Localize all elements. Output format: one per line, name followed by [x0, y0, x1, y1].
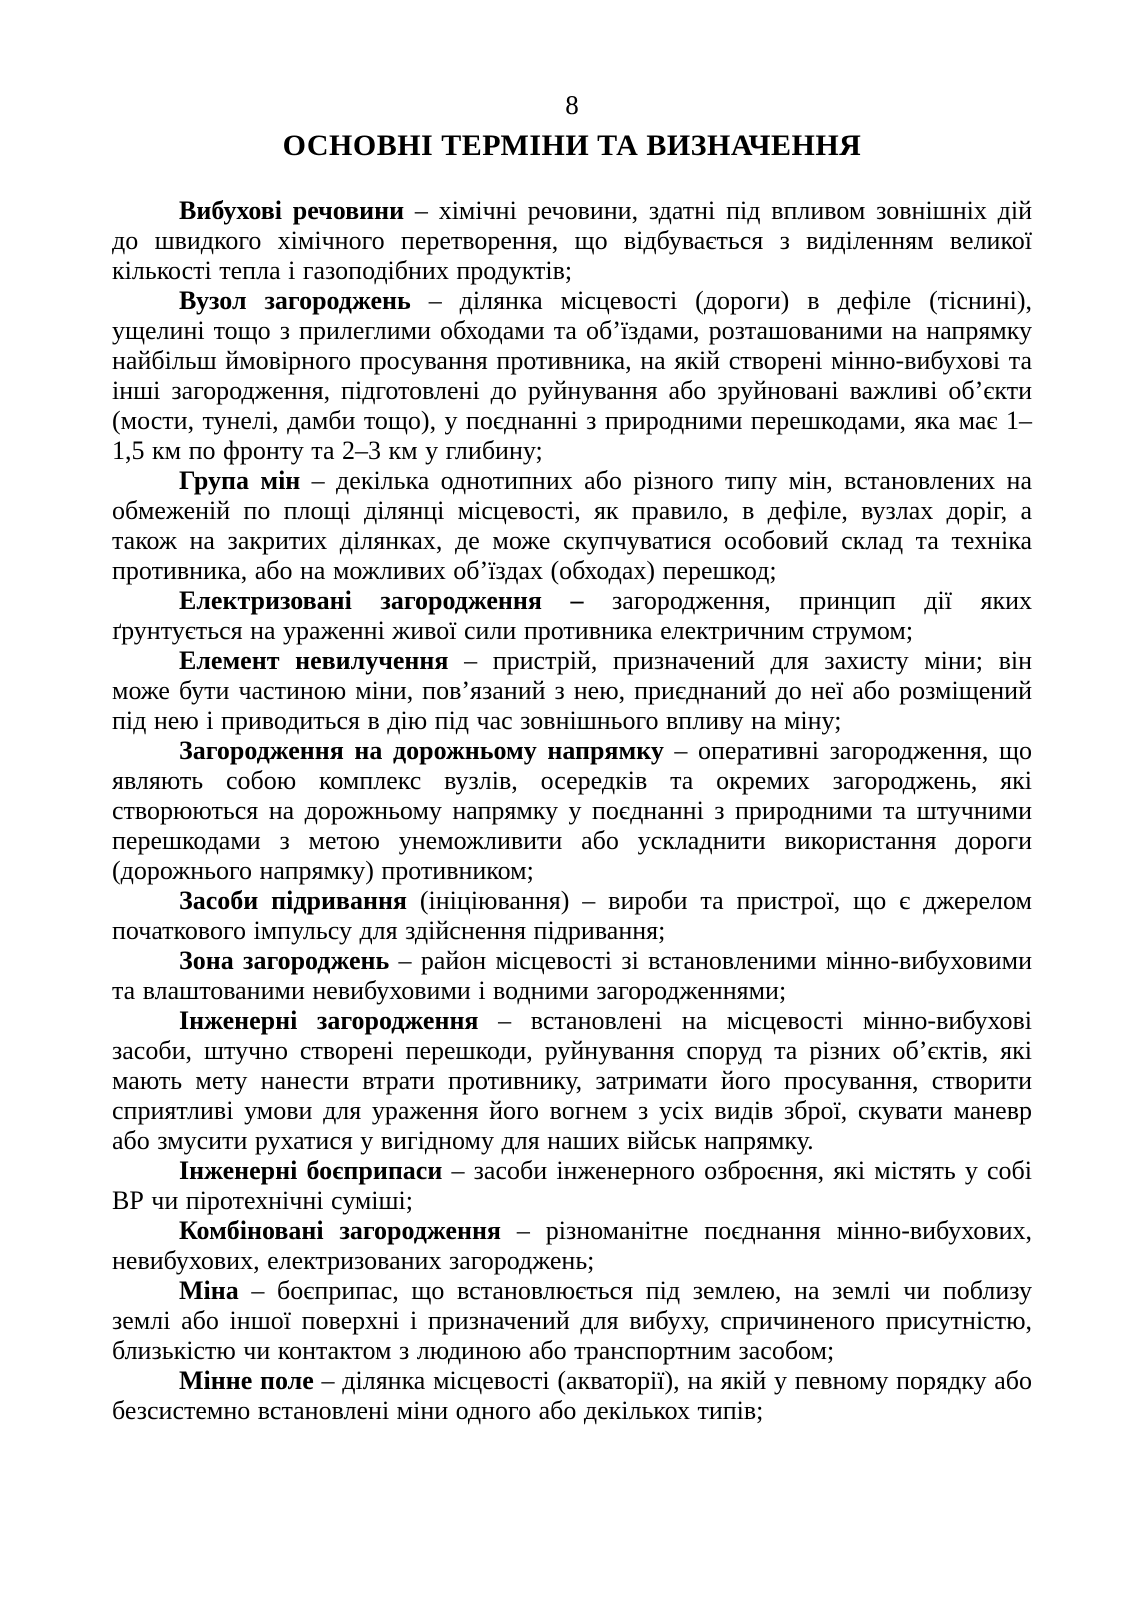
- definition-term: Мінне поле: [179, 1366, 314, 1395]
- definition-paragraph: [112, 886, 1032, 946]
- definition-text: – боєприпас, що встановлюється під землею, на землі чи поблизу землі або іншої поверхні і призначений для вибуху, спричиненого присутністю, близькістю чи контактом з людиною або транспортним засобом;: [112, 1276, 1032, 1365]
- definition-paragraph: [112, 1216, 1032, 1276]
- definition-term: Загородження на дорожньому напрямку: [179, 736, 664, 765]
- definition-text: загородження, принцип дії яких ґрунтується на ураженні живої сили противника електричним струмом;: [112, 586, 1033, 645]
- definition-text: – декілька однотипних або різного типу мін, встановлених на обмеженій по площі ділянці місцевості, як правило, в дефіле, вузлах доріг, а також на закритих ділянках, де може скупчуватися особовий склад та техніка противника, або на можливих об’їздах (обходах) перешкод;: [112, 466, 1032, 585]
- definition-text: – встановлені на місцевості мінно-вибухові засоби, штучно створені перешкоди, руйнування споруд та різних об’єктів, які мають мету нанести втрати противнику, затримати його просування, створити сприятливі умови для ураження його вогнем з усіх видів зброї, скувати маневр або змусити рухатися у вигідному для наших військ напрямку.: [112, 1006, 1033, 1155]
- definition-term: Інженерні боєприпаси: [179, 1156, 443, 1185]
- definition-term: Група мін: [179, 466, 301, 495]
- definition-term: Елемент невилучення: [179, 646, 449, 675]
- definition-paragraph: [112, 646, 1032, 736]
- definition-term: Електризовані загородження –: [179, 586, 584, 615]
- definition-term: Вузол загороджень: [179, 286, 411, 315]
- definition-text: – пристрій, призначений для захисту міни; він може бути частиною міни, пов’язаний з нею, приєднаний до неї або розміщений під нею і приводиться в дію під час зовнішнього впливу на міну;: [112, 646, 1032, 735]
- definition-term: Засоби підривання: [179, 886, 407, 915]
- definition-term: Зона загороджень: [179, 946, 390, 975]
- definition-text: – хімічні речовини, здатні під впливом зовнішніх дій до швидкого хімічного перетворення, що відбувається з виділенням великої кількості тепла і газоподібних продуктів;: [112, 196, 1032, 285]
- definition-term: Міна: [179, 1276, 239, 1305]
- definition-text: – засоби інженерного озброєння, які містять у собі ВР чи піротехнічні суміші;: [112, 1156, 1033, 1215]
- definition-paragraph: [112, 946, 1032, 1006]
- definitions-list: [112, 196, 1032, 1426]
- definition-text: – ділянка місцевості (акваторії), на якій у певному порядку або безсистемно встановлені міни одного або декількох типів;: [112, 1366, 1033, 1425]
- definition-text: (ініціювання) – вироби та пристрої, що є джерелом початкового імпульсу для здійснення підривання;: [112, 886, 1032, 945]
- definition-paragraph: [112, 1276, 1032, 1366]
- definition-paragraph: [112, 1366, 1032, 1426]
- definition-paragraph: [112, 1006, 1032, 1156]
- definition-paragraph: [112, 1156, 1032, 1216]
- definition-text: – різноманітне поєднання мінно-вибухових, невибухових, електризованих загороджень;: [112, 1216, 1032, 1275]
- definition-text: – оперативні загородження, що являють собою комплекс вузлів, осередків та окремих загороджень, які створюються на дорожньому напрямку у поєднанні з природними та штучними перешкодами з метою унеможливити або ускладнити використання дороги (дорожнього напрямку) противником;: [112, 736, 1032, 885]
- definition-paragraph: [112, 286, 1032, 466]
- definition-paragraph: [112, 196, 1032, 286]
- definition-paragraph: [112, 466, 1032, 586]
- definition-term: Вибухові речовини: [179, 196, 405, 225]
- definition-paragraph: [112, 586, 1032, 646]
- definition-text: – ділянка місцевості (дороги) в дефіле (тіснині), ущелині тощо з прилеглими обходами та об’їздами, розташованими на напрямку найбільш ймовірного просування противника, на якій створені мінно-вибухові та інші загородження, підготовлені до руйнування або зруйновані важливі об’єкти (мости, тунелі, дамби тощо), у поєднанні з природними перешкодами, яка має 1–1,5 км по фронту та 2–3 км у глибину;: [112, 286, 1032, 465]
- definition-term: Комбіновані загородження: [179, 1216, 501, 1245]
- page-title: ОСНОВНІ ТЕРМІНИ ТА ВИЗНАЧЕННЯ: [282, 129, 862, 162]
- page-content: [112, 90, 1032, 1426]
- definition-paragraph: [112, 736, 1032, 886]
- definition-term: Інженерні загородження: [179, 1006, 479, 1035]
- page-number: 8: [565, 90, 579, 120]
- definition-text: – район місцевості зі встановленими мінно-вибуховими та влаштованими невибуховими і водними загородженнями;: [112, 946, 1032, 1005]
